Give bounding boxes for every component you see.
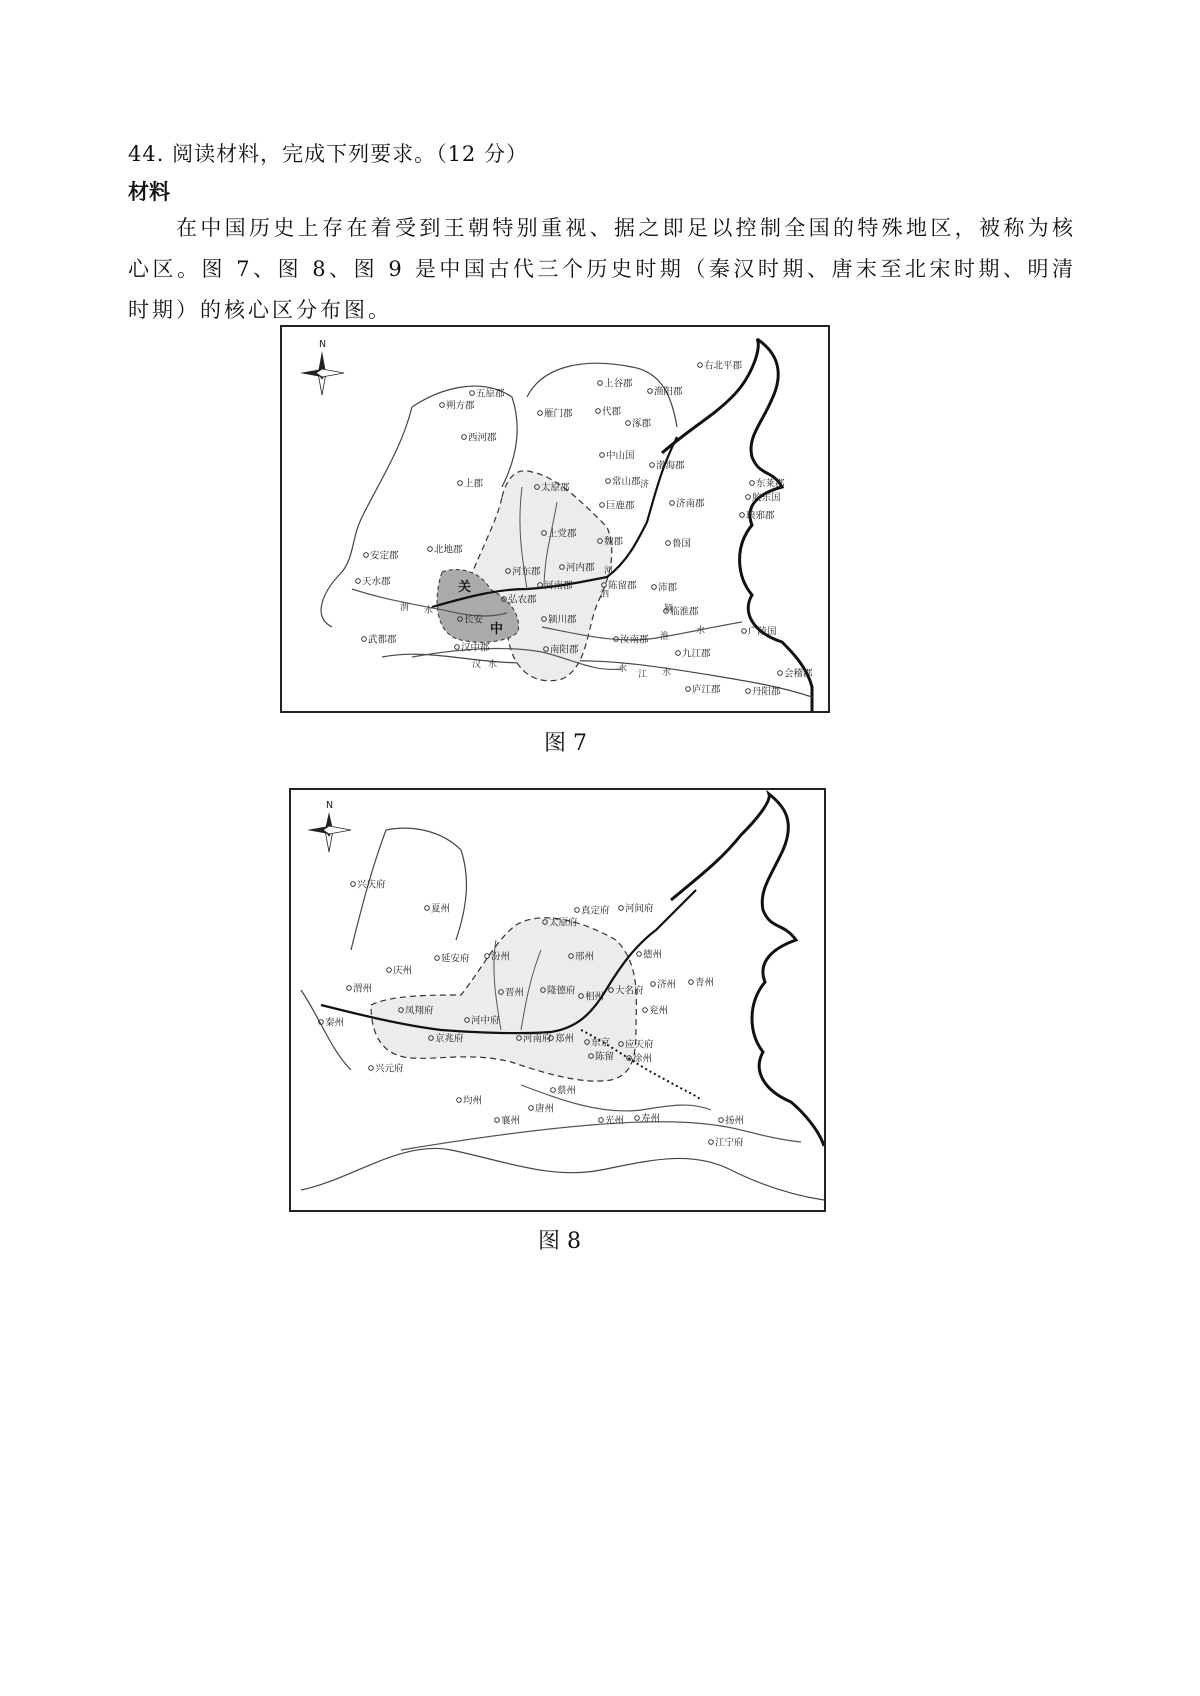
place-marker-icon <box>778 671 783 676</box>
compass-icon <box>307 800 351 852</box>
place-marker-icon <box>455 645 460 650</box>
place-marker-icon <box>599 1118 604 1123</box>
place-label: 徐州 <box>633 1053 653 1065</box>
place-label: 武都郡 <box>368 634 397 646</box>
place-label: 河内郡 <box>566 562 595 574</box>
map-7-south-border <box>382 654 812 697</box>
place-label: 雁门郡 <box>544 408 573 420</box>
place-label: 渔阳郡 <box>654 386 683 398</box>
place-label: 凤翔府 <box>405 1005 434 1017</box>
place-label: 五原郡 <box>476 388 505 400</box>
map-7-caption: 图 7 <box>544 731 587 756</box>
place-marker-icon <box>750 481 755 486</box>
place-label: 郑州 <box>555 1033 575 1045</box>
place-marker-icon <box>746 495 751 500</box>
place-label: 河中府 <box>471 1015 500 1027</box>
place-marker-icon <box>440 403 445 408</box>
place-marker-icon <box>598 381 603 386</box>
place-label: 应天府 <box>625 1039 654 1051</box>
place-label: 陈留郡 <box>608 580 637 592</box>
material-label: 材料 <box>128 180 170 204</box>
compass-icon <box>300 339 344 395</box>
place-marker-icon <box>606 479 611 484</box>
place-marker-icon <box>387 968 392 973</box>
place-marker-icon <box>626 421 631 426</box>
river-label: 水 <box>618 664 628 674</box>
place-label: 北地郡 <box>434 544 463 556</box>
place-label: 上郡 <box>464 478 484 490</box>
map-8-coastline <box>671 794 824 1146</box>
place-label: 广陵国 <box>748 626 777 638</box>
place-marker-icon <box>495 1118 500 1123</box>
place-label: 隆德府 <box>547 985 576 997</box>
map-8-caption: 图 8 <box>538 1229 581 1254</box>
place-label: 太原郡 <box>541 482 570 494</box>
place-label: 光州 <box>605 1115 625 1127</box>
place-marker-icon <box>458 481 463 486</box>
place-marker-icon <box>485 954 490 959</box>
place-marker-icon <box>347 986 352 991</box>
place-label: 上党郡 <box>548 528 577 540</box>
place-label: 东京 <box>591 1037 611 1049</box>
place-marker-icon <box>457 1098 462 1103</box>
place-label: 上谷郡 <box>604 378 633 390</box>
place-marker-icon <box>538 411 543 416</box>
place-label: 京兆府 <box>435 1033 464 1045</box>
place-label: 真定府 <box>581 905 610 917</box>
place-marker-icon <box>362 637 367 642</box>
place-label: 中山国 <box>606 450 635 462</box>
place-label: 巨鹿郡 <box>606 500 635 512</box>
place-marker-icon <box>435 956 440 961</box>
river-label: 江 <box>638 670 648 680</box>
place-marker-icon <box>356 579 361 584</box>
river-label: 水 <box>696 626 706 636</box>
place-marker-icon <box>709 1140 714 1145</box>
place-label: 渭州 <box>353 983 373 995</box>
compass-n-label: N <box>319 339 327 350</box>
place-label: 琅邪郡 <box>746 510 775 522</box>
place-label: 朔方郡 <box>446 400 475 412</box>
place-marker-icon <box>575 908 580 913</box>
map-figure-8 <box>289 788 826 1212</box>
place-label: 天水郡 <box>362 576 391 588</box>
place-label: 临淮郡 <box>670 606 699 618</box>
place-label: 唐州 <box>535 1103 555 1115</box>
map-8-south-border <box>301 1148 824 1200</box>
place-label: 代郡 <box>602 406 622 418</box>
place-label: 魏郡 <box>604 536 624 548</box>
place-label: 汾州 <box>491 951 511 963</box>
place-label: 河间府 <box>625 903 654 915</box>
place-label: 河南郡 <box>544 580 573 592</box>
place-label: 寿州 <box>641 1113 661 1125</box>
place-marker-icon <box>529 1106 534 1111</box>
map-figure-7 <box>280 325 830 713</box>
map-7-svg <box>282 327 828 711</box>
place-marker-icon <box>676 651 681 656</box>
place-label: 九江郡 <box>682 648 711 660</box>
place-label: 相州 <box>585 991 605 1003</box>
place-marker-icon <box>652 585 657 590</box>
place-marker-icon <box>742 629 747 634</box>
place-label: 济南郡 <box>676 498 705 510</box>
place-label: 扬州 <box>725 1115 745 1127</box>
river-label: 水 <box>662 668 672 678</box>
place-label: 均州 <box>463 1095 483 1107</box>
place-marker-icon <box>600 503 605 508</box>
place-label: 西河郡 <box>468 432 497 444</box>
place-label: 涿郡 <box>632 418 652 430</box>
core-label-guan: 关 <box>458 580 472 595</box>
place-marker-icon <box>351 882 356 887</box>
place-label: 丹阳郡 <box>752 686 781 698</box>
place-marker-icon <box>462 435 467 440</box>
place-label: 兖州 <box>649 1005 669 1017</box>
place-label: 夏州 <box>431 903 451 915</box>
place-marker-icon <box>686 687 691 692</box>
place-label: 延安府 <box>441 953 470 965</box>
place-marker-icon <box>369 1066 374 1071</box>
place-marker-icon <box>651 982 656 987</box>
place-marker-icon <box>600 453 605 458</box>
place-label: 弘农郡 <box>508 594 537 606</box>
place-label: 常山郡 <box>612 476 641 488</box>
place-label: 汉中郡 <box>461 642 490 654</box>
place-label: 安定郡 <box>370 550 399 562</box>
place-marker-icon <box>698 363 703 368</box>
core-label-zhong: 中 <box>490 622 504 637</box>
place-marker-icon <box>666 541 671 546</box>
place-label: 兴庆府 <box>357 879 386 891</box>
place-label: 汝南郡 <box>620 634 649 646</box>
compass-n-label: N <box>326 800 334 811</box>
place-label: 青州 <box>695 977 715 989</box>
river-label: 淮 <box>660 632 670 642</box>
place-label: 庐江郡 <box>692 684 721 696</box>
river-label: 颍 <box>664 604 674 614</box>
map-8-svg <box>291 790 824 1210</box>
place-label: 江宁府 <box>715 1137 744 1149</box>
place-label: 渤海郡 <box>656 460 685 472</box>
place-label: 长安 <box>464 614 484 626</box>
place-marker-icon <box>637 952 642 957</box>
place-label: 秦州 <box>325 1017 345 1029</box>
place-marker-icon <box>650 463 655 468</box>
place-marker-icon <box>643 1008 648 1013</box>
place-marker-icon <box>635 1116 640 1121</box>
river-label: 泗 <box>600 590 610 600</box>
place-label: 河南府 <box>523 1033 552 1045</box>
place-marker-icon <box>619 906 624 911</box>
place-marker-icon <box>670 501 675 506</box>
river-label: 水 <box>424 606 434 616</box>
place-label: 晋州 <box>505 987 525 999</box>
place-label: 庆州 <box>393 965 413 977</box>
place-marker-icon <box>648 389 653 394</box>
place-marker-icon <box>428 547 433 552</box>
river-label: 济 <box>640 480 650 490</box>
place-label: 济州 <box>657 979 677 991</box>
place-label: 沛郡 <box>658 582 678 594</box>
place-marker-icon <box>746 689 751 694</box>
question-header: 44. 阅读材料，完成下列要求。（12 分） <box>128 142 528 166</box>
place-label: 襄州 <box>501 1115 521 1127</box>
river-label: 汉 <box>472 660 482 670</box>
place-label: 陈留 <box>595 1051 615 1063</box>
place-marker-icon <box>364 553 369 558</box>
material-paragraph: 在中国历史上存在着受到王朝特别重视、据之即足以控制全国的特殊地区，被称为核心区。图 7、图 8、图 9 是中国古代三个历史时期（秦汉时期、唐末至北宋时期、明清时期）的核心区分布图。 <box>128 216 1076 322</box>
place-label: 大名府 <box>615 985 644 997</box>
place-label: 河东郡 <box>512 566 541 578</box>
river-label: 水 <box>488 660 498 670</box>
river-label: 河 <box>604 566 614 576</box>
place-marker-icon <box>689 980 694 985</box>
place-marker-icon <box>719 1118 724 1123</box>
place-label: 德州 <box>643 949 663 961</box>
place-label: 胶东国 <box>752 492 781 504</box>
place-label: 会稽郡 <box>784 668 813 680</box>
place-marker-icon <box>425 906 430 911</box>
place-marker-icon <box>551 1088 556 1093</box>
place-label: 颍川郡 <box>548 614 577 626</box>
place-label: 东莱郡 <box>756 478 785 490</box>
place-label: 兴元府 <box>375 1063 404 1075</box>
place-label: 鲁国 <box>672 538 692 550</box>
place-marker-icon <box>470 391 475 396</box>
place-label: 右北平郡 <box>704 360 743 372</box>
place-marker-icon <box>596 409 601 414</box>
place-label: 邢州 <box>575 951 595 963</box>
place-label: 太原府 <box>549 917 578 929</box>
place-marker-icon <box>740 513 745 518</box>
place-label: 南阳郡 <box>550 644 579 656</box>
place-label: 蔡州 <box>557 1085 577 1097</box>
river-label: 渭 <box>400 603 410 613</box>
